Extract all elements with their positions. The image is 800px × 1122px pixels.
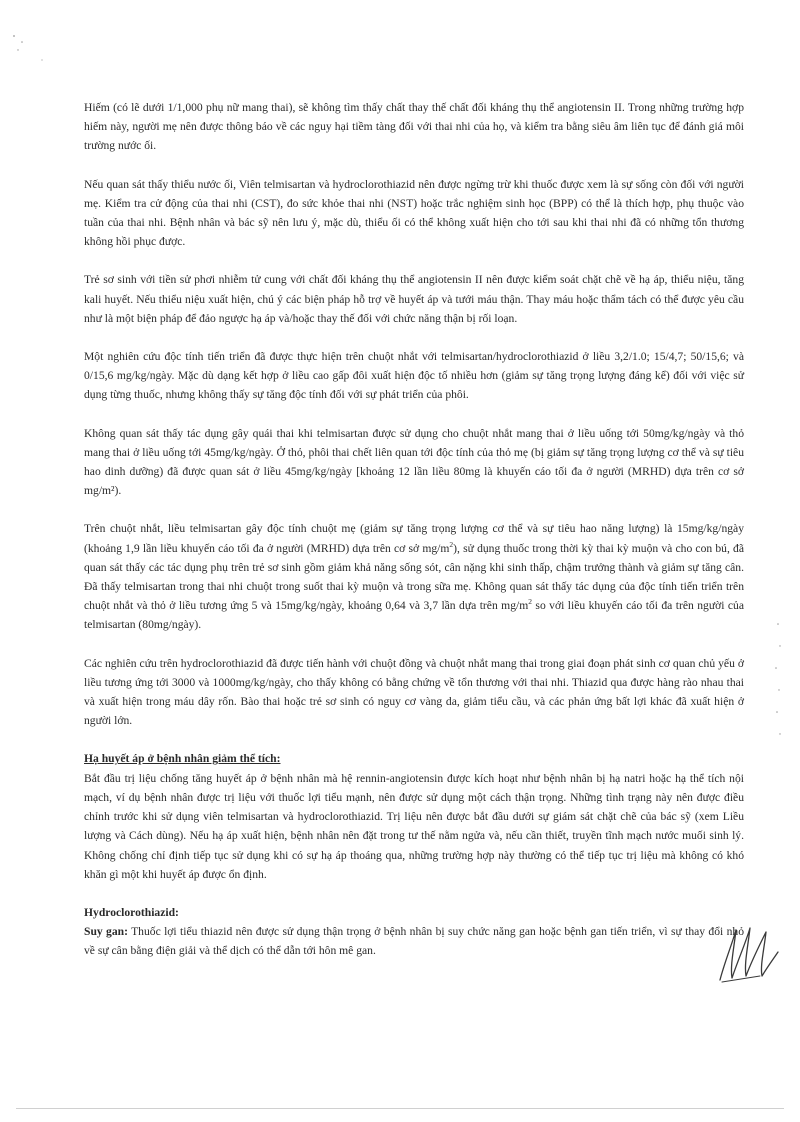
section-title-hypotension: Hạ huyết áp ở bệnh nhân giảm thể tích: [84,752,281,766]
section-title-hydrochlorothiazide: Hydroclorothiazid: [84,905,179,919]
paragraph-hypotension: Bắt đầu trị liệu chống tăng huyết áp ở bệnh nhân mà hệ rennin-angiotensin được kích hoạt như bệnh nhân bị hạ natri hoặc hạ thể tích nội mạch, ví dụ bệnh nhân được trị liệu với thuốc lợi tiểu mạnh, nên được sử dụng một cách thận trọng. Những tình trạng này nên được điều chỉnh trước khi sử dụng viên telmisartan và hydroclorothiazid. Trị liệu nên được bắt đầu dưới sự giám sát chặt chẽ của bác sỹ (xem Liều lượng và Cách dùng). Nếu hạ áp xuất hiện, bệnh nhân nên đặt trong tư thế nằm ngửa và, nếu cần thiết, truyền tĩnh mạch nước muối sinh lý. Không chống chỉ định tiếp tục sử dụng khi có sự hạ áp thoáng qua, những trường hợp này thường có thể tiếp tục trị liệu mà không có khó khăn gì một khi huyết áp được ổn định. [84,771,744,881]
hepatic-impairment-text: Thuốc lợi tiểu thiazid nên được sử dụng thận trọng ở bệnh nhân bị suy chức năng gan hoặc bệnh gan tiến triển, vì sự thay đổi nhỏ về sự cân bằng điện giải và thể dịch có thể dẫn tới hôn mê gan. [84,925,744,958]
paragraph-maternal-toxicity-part-1: Trên chuột nhắt, liều telmisartan gây độc tính chuột mẹ (giảm sự tăng trọng lượng cơ thể và sự tiêu hao năng lượng) là 15mg/kg/ngày (khoảng 1,9 lần liều khuyến cáo tối đa ở người (MRHD) dựa trên cơ sở mg/m [84,522,744,555]
paragraph-neonates: Trẻ sơ sinh với tiền sử phơi nhiễm tử cung với chất đối kháng thụ thể angiotensin II nên được kiểm soát chặt chẽ về hạ áp, thiểu niệu, tăng kali huyết. Nếu thiểu niệu xuất hiện, chú ý các biện pháp hỗ trợ về huyết áp và tưới máu thận. Thay máu hoặc thẩm tách có thể được yêu cầu như là một biện pháp để đảo ngược hạ áp và/hoặc thay thế đối với chức năng thận bị rối loạn. [84,273,744,325]
runin-label-hepatic: Suy gan: [84,925,128,939]
signature-mark [714,920,782,986]
paragraph-hepatic-impairment [84,922,744,960]
paragraph-oligohydramnios: Nếu quan sát thấy thiểu nước ối, Viên telmisartan và hydroclorothiazid nên được ngừng trừ khi thuốc được xem là sự sống còn đối với người mẹ. Kiểm tra cử động của thai nhi (CST), đo sức khỏe thai nhi (NST) hoặc trắc nghiệm sinh học (BPP) có thể là thích hợp, phụ thuộc vào tuần của thai nhi. Bệnh nhân và bác sỹ nên lưu ý, mặc dù, thiểu ối có thể không xuất hiện cho tới sau khi thai nhi đã có những tổn thương không hồi phục được. [84,177,744,249]
paragraph-maternal-toxicity-part-2: ), sử dụng thuốc trong thời kỳ thai kỳ muộn và cho con bú, đã quan sát thấy các tác dụng phụ trên trẻ sơ sinh gồm giảm khả năng sống sót, cân nặng khi sinh thấp, chậm trưởng thành và giảm sự tăng cân. Đã thấy telmisartan trong thai nhi chuột trong suốt thai kỳ muộn và trong sữa mẹ. Không quan sát thấy tác dụng của độc tính tiến triển trên chuột nhắt và thỏ ở liều tương ứng 5 và 15mg/kg/ngày, khoảng 0,64 và 3,7 lần dựa trên mg/m [84,541,744,613]
superscript-2: 2 [449,539,454,549]
paragraph-hydrochlorothiazide-studies: Các nghiên cứu trên hydroclorothiazid đã được tiến hành với chuột đồng và chuột nhắt mang thai trong giai đoạn phát sinh cơ quan chủ yếu ở liều tương ứng tới 3000 và 1000mg/kg/ngày, cho thấy không có bằng chứng về tổn thương với thai nhi. Thiazid qua được hàng rào nhau thai và xuất hiện trong máu dây rốn. Bào thai hoặc trẻ sơ sinh có nguy cơ vàng da, giảm tiểu cầu, và các phản ứng bất lợi khác đã xuất hiện ở người lớn. [84,656,744,728]
superscript-2-second: 2 [528,597,532,607]
paragraph-teratogenicity: Không quan sát thấy tác dụng gây quái thai khi telmisartan được sử dụng cho chuột nhắt mang thai ở liều uống tới 50mg/kg/ngày và thỏ mang thai ở liều uống tới 45mg/kg/ngày. Ở thỏ, phôi thai chết liên quan tới độc tính của thỏ mẹ (bị giảm sự tăng trọng lượng cơ thể và sự tiêu hao dinh dưỡng) đã được quan sát ở liều 45mg/kg/ngày [khoảng 12 lần liều 80mg là khuyến cáo tối đa ở người (MRHD) dựa trên cơ sở mg/m²). [84,426,744,498]
document-body [84,98,744,961]
paragraph-mouse-toxicity-study: Một nghiên cứu độc tính tiến triển đã được thực hiện trên chuột nhắt với telmisartan/hydroclorothiazid ở liều 3,2/1.0; 15/4,7; 50/15,6; và 0/15,6 mg/kg/ngày. Mặc dù dạng kết hợp ở liều cao gấp đôi xuất hiện độc tố nhiều hơn (giảm sự tăng trọng lượng đáng kể) đối với việc sử dụng từng thuốc, nhưng không thấy sự tăng độc tính đối với sự phát triển của phôi. [84,350,744,402]
paragraph-maternal-toxicity [84,519,744,634]
paragraph-maternal-toxicity-part-3: so với liều khuyến cáo tối đa trên người của telmisartan (80mg/ngày). [84,599,744,632]
page-bottom-edge [16,1108,784,1109]
paragraph-rare-cases: Hiếm (có lẽ dưới 1/1,000 phụ nữ mang thai), sẽ không tìm thấy chất thay thế chất đối kháng thụ thể angiotensin II. Trong những trường hợp hiếm này, người mẹ nên được thông báo về các nguy hại tiềm tàng đối với thai nhi của họ, và kiểm tra bằng siêu âm liên tục để đánh giá môi trường nước ối. [84,101,744,153]
